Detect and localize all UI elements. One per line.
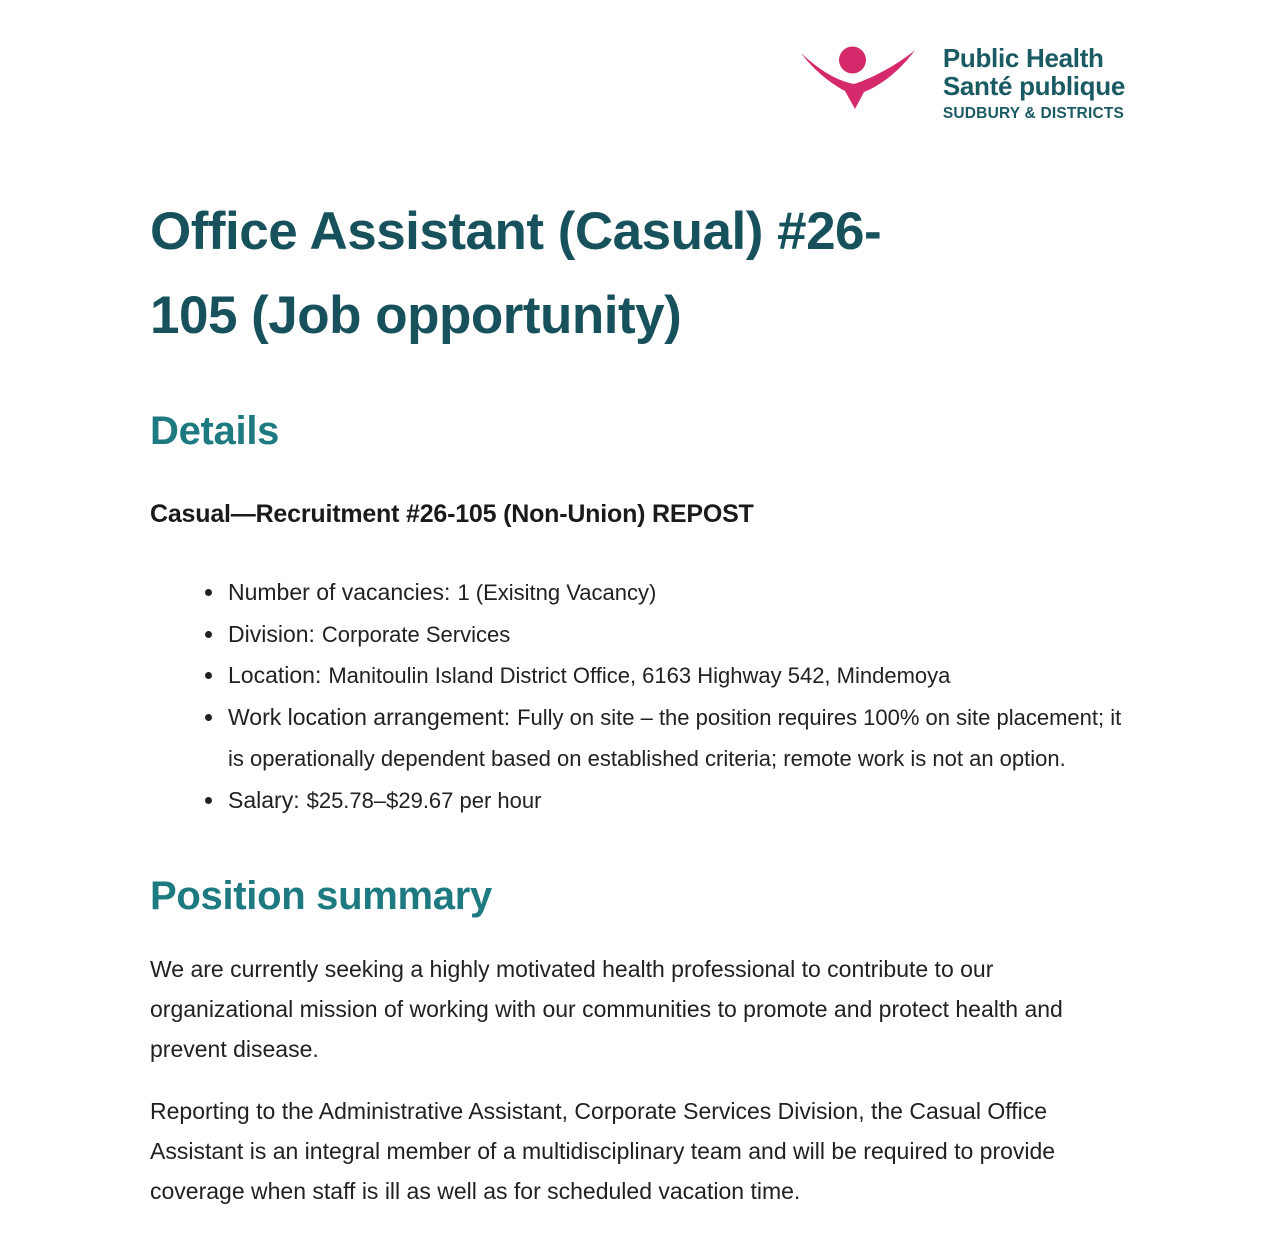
list-item-value: Fully on site – the position requires 100% on site placement; it is operationally dependent based on established criteria; remote work is not an option. (228, 704, 1122, 771)
list-item-label: Salary: (228, 786, 300, 813)
list-item-label: Location: (228, 662, 322, 688)
page-title-line-2: 105 (Job opportunity) (150, 286, 682, 345)
person-checkmark-icon (797, 44, 919, 118)
list-item-vacancies (226, 572, 1125, 614)
list-item-division (226, 614, 1125, 656)
list-item-label: Division: (228, 620, 315, 647)
section-heading-details: Details (150, 409, 280, 453)
logo-name-english: Public Health (942, 43, 1104, 73)
details-list (150, 572, 1125, 821)
list-item-salary (226, 780, 1125, 822)
list-item-value: Corporate Services (321, 621, 511, 647)
position-summary-paragraph-1: We are currently seeking a highly motivated health professional to contribute to our organizational mission of working with our communities to promote and protect health and prevent disease. (150, 956, 1063, 1062)
page-title (150, 190, 1125, 358)
section-heading-position-summary: Position summary (150, 874, 492, 918)
list-item-location (226, 655, 1125, 697)
position-summary-paragraph-2: Reporting to the Administrative Assistant, Corporate Services Division, the Casual Office Assistant is an integral member of a multidisciplinary team and will be required to provide coverage when staff is ill as well as for scheduled vacation time. (150, 1098, 1056, 1204)
page-header (150, 0, 1125, 123)
list-item-label: Number of vacancies: (228, 579, 451, 605)
logo-region: SUDBURY & DISTRICTS (942, 105, 1125, 122)
list-item-value: $25.78–$29.67 per hour (306, 787, 542, 813)
logo-name-french: Santé publique (942, 71, 1125, 101)
page-title-line-1: Office Assistant (Casual) #26- (150, 202, 882, 261)
list-item-label: Work location arrangement: (228, 703, 511, 730)
list-item-value: Manitoulin Island District Office, 6163 Highway 542, Mindemoya (328, 663, 951, 688)
recruitment-subheading: Casual—Recruitment #26-105 (Non-Union) REPOST (150, 500, 754, 528)
public-health-logo (797, 44, 1125, 123)
logo-wordmark (943, 44, 1125, 123)
list-item-work-location (226, 697, 1125, 780)
list-item-value: 1 (Exisitng Vacancy) (457, 580, 657, 605)
